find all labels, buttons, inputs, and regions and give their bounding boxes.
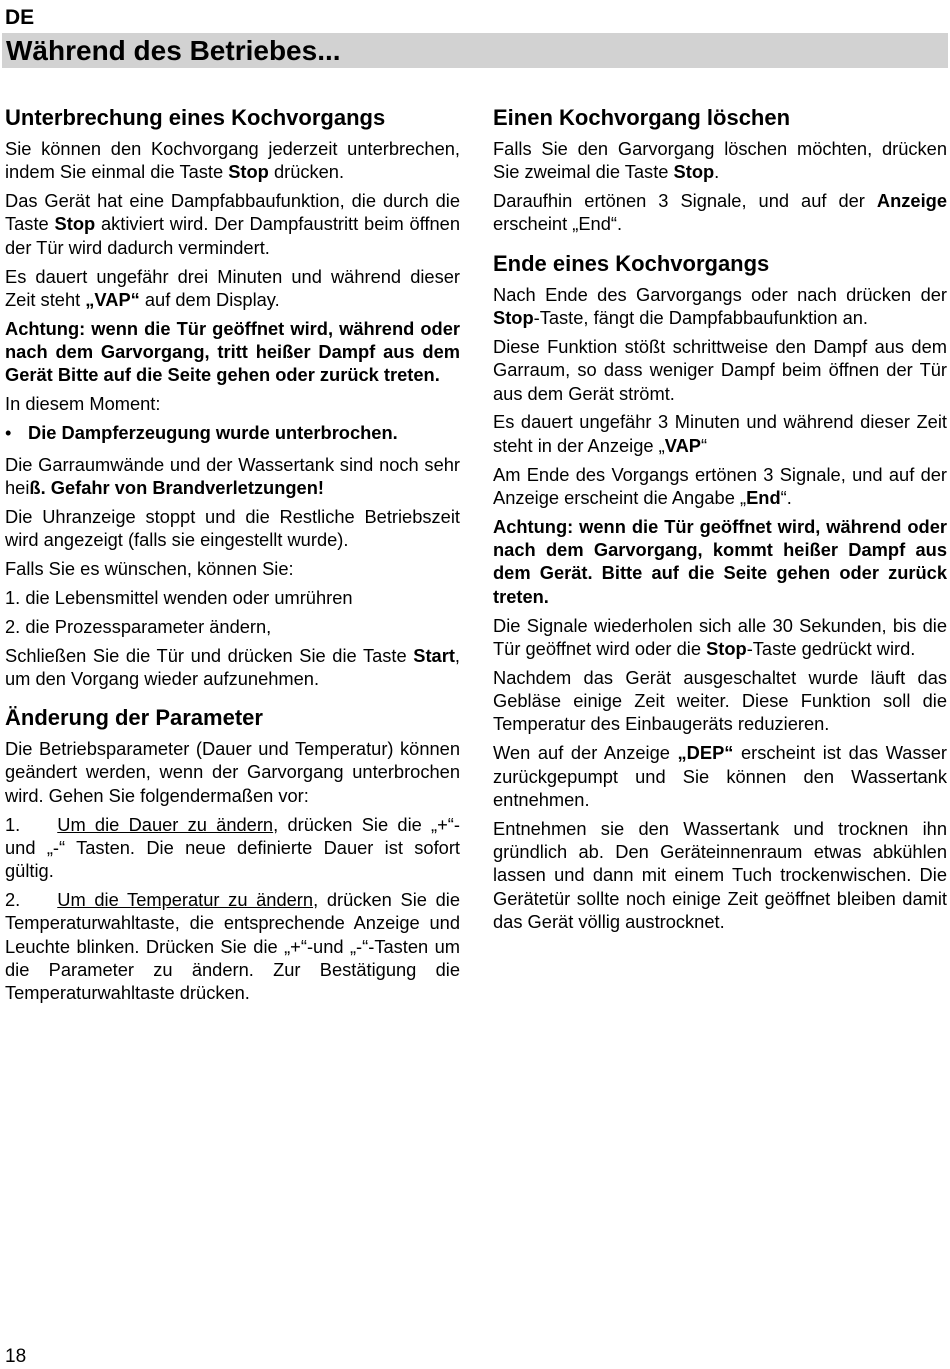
page-title: Während des Betriebes... — [6, 35, 341, 66]
paragraph: In diesem Moment: — [5, 393, 161, 415]
paragraph: Falls Sie den Garvorgang löschen möchten, drücken Sie zweimal die Taste Stop. — [493, 138, 947, 183]
paragraph: Es dauert ungefähr 3 Minuten und während dieser Zeit steht in der Anzeige „VAP“ — [493, 411, 947, 456]
heading-parameters: Änderung der Parameter — [5, 705, 263, 731]
paragraph: Die Garraumwände und der Wassertank sind noch sehr heiß. Gefahr von Brandverletzungen! — [5, 453, 460, 498]
warning-text: Achtung: wenn die Tür geöffnet wird, während oder nach dem Garvorgang, kommt heißer Dampf aus dem Gerät. Bitte auf die Seite gehen oder zurück treten. — [493, 515, 947, 607]
paragraph: Sie können den Kochvorgang jederzeit unterbrechen, indem Sie einmal die Taste Stop drücken. — [5, 138, 460, 183]
paragraph: Falls Sie es wünschen, können Sie: — [5, 557, 294, 579]
language-code: DE — [5, 6, 35, 29]
paragraph: Am Ende des Vorgangs ertönen 3 Signale, und auf der Anzeige erscheint die Angabe „End“. — [493, 463, 947, 508]
paragraph: Wen auf der Anzeige „DEP“ erscheint ist das Wasser zurückgepumpt und Sie können den Wassertank entnehmen. — [493, 742, 947, 810]
list-item: 2. Um die Temperatur zu ändern, drücken Sie die Temperaturwahltaste, die entsprechende Anzeige und Leuchte blinken. Drücken Sie die „+“-und „-“-Tasten um die Parameter zu ändern. Zur Bestätigung die Temperaturwahltaste drücken. — [5, 889, 460, 1004]
paragraph: Die Uhranzeige stoppt und die Restliche Betriebszeit wird angezeigt (falls sie eingestellt wurde). — [5, 505, 460, 551]
paragraph: Es dauert ungefähr drei Minuten und während dieser Zeit steht „VAP“ auf dem Display. — [5, 265, 460, 310]
heading-end: Ende eines Kochvorgangs — [493, 250, 770, 276]
page-number: 18 — [5, 1346, 27, 1367]
list-item: 2. die Prozessparameter ändern, — [5, 615, 272, 637]
paragraph: Daraufhin ertönen 3 Signale, und auf der Anzeige erscheint „End“. — [493, 190, 947, 235]
paragraph: Diese Funktion stößt schrittweise den Dampf aus dem Garraum, so dass weniger Dampf beim öffnen der Tür aus dem Gerät strömt. — [493, 335, 947, 404]
right-column — [493, 104, 947, 939]
section-banner — [2, 33, 948, 68]
paragraph: Die Signale wiederholen sich alle 30 Sekunden, bis die Tür geöffnet wird oder die Stop-Taste gedrückt wird. — [493, 614, 947, 659]
paragraph: Nachdem das Gerät ausgeschaltet wurde läuft das Gebläse einige Zeit weiter. Diese Funktion soll die Temperatur des Einbaugeräts reduzieren. — [493, 666, 947, 735]
heading-delete: Einen Kochvorgang löschen — [493, 105, 791, 130]
paragraph: Entnehmen sie den Wassertank und trocknen ihn gründlich ab. Den Geräteinnenraum etwas abkühlen lassen und dann mit einem Tuch trockenwischen. Die Gerätetür sollte noch einige Zeit geöffnet bleiben damit das Gerät völlig austrocknet. — [493, 817, 947, 932]
left-column — [5, 104, 460, 1010]
bullet-item: • Die Dampferzeugung wurde unterbrochen. — [5, 421, 460, 444]
paragraph: Die Betriebsparameter (Dauer und Temperatur) können geändert werden, wenn der Garvorgang unterbrochen wird. Gehen Sie folgendermaßen vor: — [5, 738, 460, 806]
paragraph: Nach Ende des Garvorgangs oder nach drücken der Stop-Taste, fängt die Dampfabbaufunktion an. — [493, 283, 947, 329]
paragraph: Schließen Sie die Tür und drücken Sie die Taste Start, um den Vorgang wieder aufzunehmen. — [5, 644, 460, 689]
paragraph: Das Gerät hat eine Dampfabbaufunktion, die durch die Taste Stop aktiviert wird. Der Dampfaustritt beim öffnen der Tür wird dadurch vermindert. — [5, 190, 460, 258]
warning-text: Achtung: wenn die Tür geöffnet wird, während oder nach dem Garvorgang, tritt heißer Dampf aus dem Gerät Bitte auf die Seite gehen oder zurück treten. — [5, 317, 460, 386]
list-item: 1. Um die Dauer zu ändern, drücken Sie die „+“- und „-“ Tasten. Die neue definierte Dauer ist sofort gültig. — [5, 813, 460, 882]
heading-interrupt: Unterbrechung eines Kochvorgangs — [5, 105, 386, 130]
list-item: 1. die Lebensmittel wenden oder umrühren — [5, 586, 353, 608]
